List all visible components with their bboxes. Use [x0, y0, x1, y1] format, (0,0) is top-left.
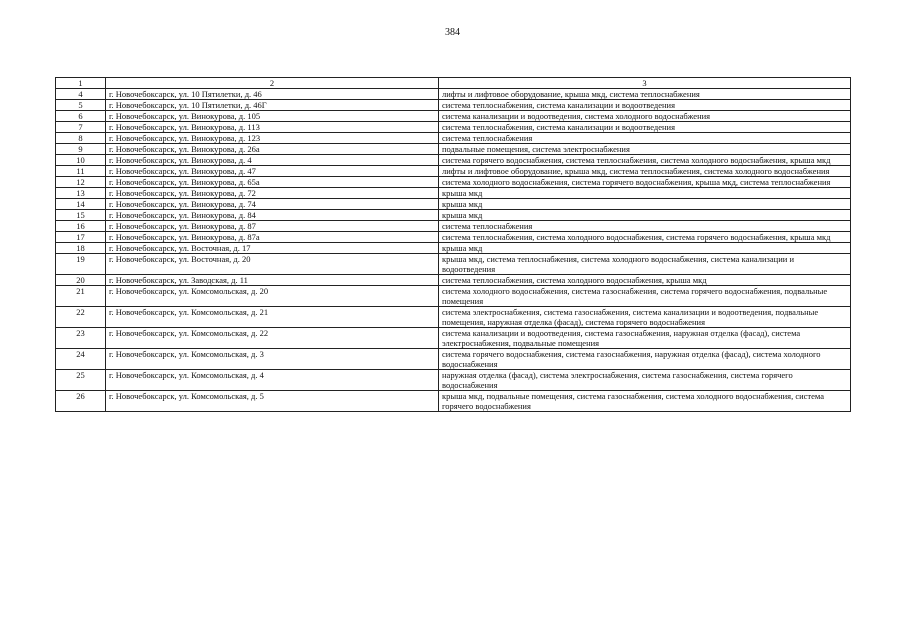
- page-number: 384: [445, 27, 460, 38]
- table-row: [56, 232, 851, 243]
- row-address: г. Новочебоксарск, ул. Винокурова, д. 26а: [106, 144, 439, 155]
- table-row: [56, 243, 851, 254]
- row-systems: система канализации и водоотведения, система холодного водоснабжения: [439, 111, 851, 122]
- table-row: [56, 275, 851, 286]
- row-systems: крыша мкд: [439, 188, 851, 199]
- row-systems: крыша мкд: [439, 199, 851, 210]
- row-number: 22: [56, 307, 106, 328]
- row-systems: крыша мкд, подвальные помещения, система газоснабжения, система холодного водоснабжения, система горячего водоснабжения: [439, 391, 851, 412]
- table-row: [56, 210, 851, 221]
- table-row: [56, 100, 851, 111]
- column-number-1: 1: [56, 78, 106, 89]
- row-number: 13: [56, 188, 106, 199]
- row-address: г. Новочебоксарск, ул. Винокурова, д. 4: [106, 155, 439, 166]
- row-address: г. Новочебоксарск, ул. Заводская, д. 11: [106, 275, 439, 286]
- row-systems: система холодного водоснабжения, система горячего водоснабжения, крыша мкд, система теплоснабжения: [439, 177, 851, 188]
- row-address: г. Новочебоксарск, ул. Комсомольская, д. 21: [106, 307, 439, 328]
- table-header-row: [56, 78, 851, 89]
- column-number-2: 2: [106, 78, 439, 89]
- table-row: [56, 155, 851, 166]
- row-address: г. Новочебоксарск, ул. Комсомольская, д. 4: [106, 370, 439, 391]
- table-row: [56, 370, 851, 391]
- row-address: г. Новочебоксарск, ул. Винокурова, д. 113: [106, 122, 439, 133]
- row-number: 26: [56, 391, 106, 412]
- row-address: г. Новочебоксарск, ул. Винокурова, д. 65а: [106, 177, 439, 188]
- row-address: г. Новочебоксарск, ул. Винокурова, д. 87: [106, 221, 439, 232]
- row-number: 16: [56, 221, 106, 232]
- row-systems: система теплоснабжения: [439, 221, 851, 232]
- row-systems: система теплоснабжения, система холодного водоснабжения, крыша мкд: [439, 275, 851, 286]
- row-number: 19: [56, 254, 106, 275]
- row-address: г. Новочебоксарск, ул. Комсомольская, д. 22: [106, 328, 439, 349]
- table-row: [56, 286, 851, 307]
- row-systems: система канализации и водоотведения, система газоснабжения, наружная отделка (фасад), система электроснабжения, подвальные помещения: [439, 328, 851, 349]
- table-row: [56, 188, 851, 199]
- row-address: г. Новочебоксарск, ул. Винокурова, д. 84: [106, 210, 439, 221]
- table-row: [56, 349, 851, 370]
- table-row: [56, 89, 851, 100]
- row-address: г. Новочебоксарск, ул. Комсомольская, д. 5: [106, 391, 439, 412]
- row-number: 21: [56, 286, 106, 307]
- row-number: 12: [56, 177, 106, 188]
- row-systems: система горячего водоснабжения, система теплоснабжения, система холодного водоснабжения, крыша мкд: [439, 155, 851, 166]
- row-systems: система электроснабжения, система газоснабжения, система канализации и водоотведения, подвальные помещения, наружная отделка (фасад), система горячего водоснабжения: [439, 307, 851, 328]
- row-address: г. Новочебоксарск, ул. Комсомольская, д. 3: [106, 349, 439, 370]
- row-number: 24: [56, 349, 106, 370]
- row-address: г. Новочебоксарск, ул. Винокурова, д. 47: [106, 166, 439, 177]
- row-number: 7: [56, 122, 106, 133]
- row-address: г. Новочебоксарск, ул. Восточная, д. 20: [106, 254, 439, 275]
- row-number: 15: [56, 210, 106, 221]
- table-row: [56, 221, 851, 232]
- row-systems: система теплоснабжения, система холодного водоснабжения, система горячего водоснабжения, крыша мкд: [439, 232, 851, 243]
- table-row: [56, 391, 851, 412]
- row-systems: крыша мкд, система теплоснабжения, система холодного водоснабжения, система канализации и водоотведения: [439, 254, 851, 275]
- row-address: г. Новочебоксарск, ул. Комсомольская, д. 20: [106, 286, 439, 307]
- row-systems: лифты и лифтовое оборудование, крыша мкд, система теплоснабжения, система холодного водоснабжения: [439, 166, 851, 177]
- table-row: [56, 307, 851, 328]
- row-systems: лифты и лифтовое оборудование, крыша мкд, система теплоснабжения: [439, 89, 851, 100]
- row-systems: крыша мкд: [439, 243, 851, 254]
- row-systems: система холодного водоснабжения, система газоснабжения, система горячего водоснабжения, подвальные помещения: [439, 286, 851, 307]
- row-systems: подвальные помещения, система электроснабжения: [439, 144, 851, 155]
- row-systems: система горячего водоснабжения, система газоснабжения, наружная отделка (фасад), система холодного водоснабжения: [439, 349, 851, 370]
- buildings-table: [55, 77, 851, 412]
- row-address: г. Новочебоксарск, ул. Винокурова, д. 87а: [106, 232, 439, 243]
- table-row: [56, 133, 851, 144]
- table-row: [56, 111, 851, 122]
- row-number: 25: [56, 370, 106, 391]
- row-address: г. Новочебоксарск, ул. Винокурова, д. 123: [106, 133, 439, 144]
- table-row: [56, 199, 851, 210]
- column-number-3: 3: [439, 78, 851, 89]
- table-row: [56, 122, 851, 133]
- row-number: 10: [56, 155, 106, 166]
- row-number: 5: [56, 100, 106, 111]
- row-number: 9: [56, 144, 106, 155]
- table-body: [56, 78, 851, 412]
- row-number: 23: [56, 328, 106, 349]
- row-number: 20: [56, 275, 106, 286]
- row-address: г. Новочебоксарск, ул. Винокурова, д. 74: [106, 199, 439, 210]
- row-number: 4: [56, 89, 106, 100]
- table-row: [56, 166, 851, 177]
- row-number: 14: [56, 199, 106, 210]
- row-address: г. Новочебоксарск, ул. Винокурова, д. 105: [106, 111, 439, 122]
- row-number: 18: [56, 243, 106, 254]
- row-number: 6: [56, 111, 106, 122]
- row-systems: система теплоснабжения, система канализации и водоотведения: [439, 122, 851, 133]
- row-systems: крыша мкд: [439, 210, 851, 221]
- table-row: [56, 254, 851, 275]
- row-systems: система теплоснабжения: [439, 133, 851, 144]
- row-number: 11: [56, 166, 106, 177]
- table-row: [56, 144, 851, 155]
- row-number: 17: [56, 232, 106, 243]
- row-address: г. Новочебоксарск, ул. Восточная, д. 17: [106, 243, 439, 254]
- row-number: 8: [56, 133, 106, 144]
- row-systems: наружная отделка (фасад), система электроснабжения, система газоснабжения, система горячего водоснабжения: [439, 370, 851, 391]
- row-address: г. Новочебоксарск, ул. 10 Пятилетки, д. 46: [106, 89, 439, 100]
- table-row: [56, 328, 851, 349]
- table-row: [56, 177, 851, 188]
- row-address: г. Новочебоксарск, ул. 10 Пятилетки, д. 46Г: [106, 100, 439, 111]
- row-address: г. Новочебоксарск, ул. Винокурова, д. 72: [106, 188, 439, 199]
- row-systems: система теплоснабжения, система канализации и водоотведения: [439, 100, 851, 111]
